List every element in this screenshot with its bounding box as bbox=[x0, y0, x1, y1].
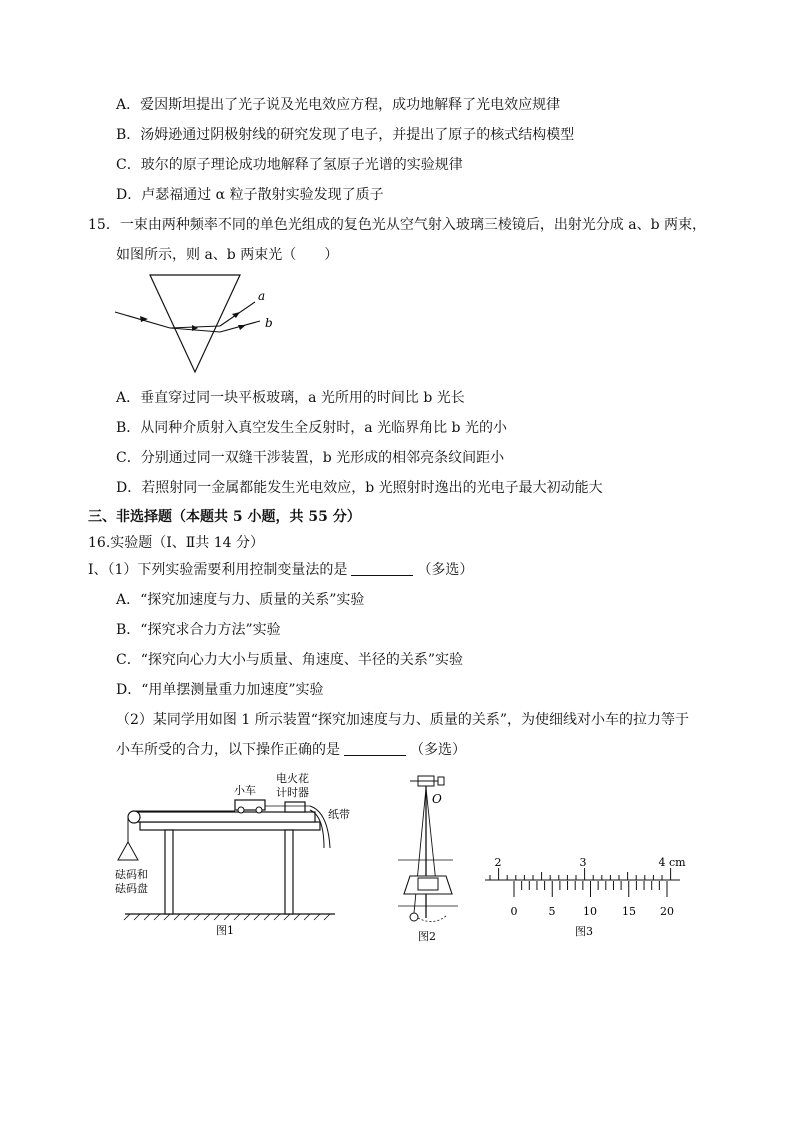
q15-option-a: A．垂直穿过同一块平板玻璃，a 光所用的时间比 b 光长 bbox=[116, 390, 465, 406]
q16-part1-option-b: B．“探究求合力方法”实验 bbox=[116, 622, 281, 638]
vernier-label-10: 10 bbox=[583, 905, 597, 918]
q16-title: 16.实验题（Ⅰ、Ⅱ共 14 分） bbox=[88, 535, 265, 551]
figure-3-caption: 图3 bbox=[575, 925, 593, 938]
q16-part2-suffix: （多选） bbox=[410, 742, 466, 758]
track-board bbox=[135, 812, 315, 822]
q15-option-c: C．分别通过同一双缝干涉装置，b 光形成的相邻亮条纹间距小 bbox=[116, 450, 505, 466]
spark-timer bbox=[285, 802, 305, 812]
ground-hatch bbox=[124, 914, 330, 920]
q16-part2-answer-blank[interactable] bbox=[344, 741, 406, 756]
q16-part2-prefix: 小车所受的合力，以下操作正确的是 bbox=[116, 742, 340, 758]
q16-part1-prefix: Ⅰ、（1）下列实验需要利用控制变量法的是 bbox=[88, 562, 348, 578]
figure-3-vernier bbox=[480, 850, 700, 940]
figure-2-caption: 图2 bbox=[418, 930, 436, 943]
vernier-label-20: 20 bbox=[660, 905, 674, 918]
prism-triangle bbox=[150, 275, 240, 372]
clamp-knob bbox=[438, 777, 444, 785]
weight-pan bbox=[118, 842, 138, 860]
pendulum-bob bbox=[410, 913, 418, 921]
vernier-label-5: 5 bbox=[548, 905, 556, 918]
pulley bbox=[128, 811, 140, 823]
vernier-scale-ticks bbox=[514, 881, 667, 897]
label-tape: 纸带 bbox=[328, 808, 350, 821]
ray-label-a: a bbox=[258, 289, 266, 303]
q16-part1-option-d: D．“用单摆测量重力加速度”实验 bbox=[116, 682, 324, 698]
label-timer-1: 电火花 bbox=[276, 772, 309, 785]
table-leg-left bbox=[165, 830, 173, 914]
label-car: 小车 bbox=[234, 784, 256, 797]
q16-part1-option-c: C．“探究向心力大小与质量、角速度、半径的关系”实验 bbox=[116, 652, 464, 668]
label-timer-2: 计时器 bbox=[276, 786, 309, 799]
main-label-2: 2 bbox=[494, 856, 502, 869]
q15-stem-line2: 如图所示，则 a、b 两束光（ ） bbox=[116, 247, 339, 263]
main-label-4: 4 cm bbox=[658, 856, 686, 869]
prism-figure bbox=[110, 270, 290, 380]
figure-2-pendulum bbox=[388, 768, 468, 948]
main-scale-ticks bbox=[490, 868, 671, 880]
cart-wheel-front bbox=[256, 807, 262, 813]
q16-part1-suffix: （多选） bbox=[417, 562, 474, 578]
q14-option-a: A．爱因斯坦提出了光子说及光电效应方程，成功地解释了光电效应规律 bbox=[116, 97, 561, 113]
vernier-label-0: 0 bbox=[510, 905, 518, 918]
q16-part2-line2 bbox=[116, 740, 466, 760]
section3-heading: 三、非选择题（本题共 5 小题，共 55 分） bbox=[88, 509, 361, 525]
point-o-label: O bbox=[432, 792, 442, 806]
q16-part2-line1: （2）某同学用如图 1 所示装置“探究加速度与力、质量的关系”，为使细线对小车的拉力等于 bbox=[116, 712, 690, 728]
table-top bbox=[140, 822, 320, 830]
q16-part1-option-a: A．“探究加速度与力、质量的关系”实验 bbox=[116, 592, 365, 608]
cart-wheel-rear bbox=[238, 807, 244, 813]
figure-1-caption: 图1 bbox=[216, 924, 234, 937]
swing-arc bbox=[418, 916, 446, 922]
main-label-3: 3 bbox=[579, 856, 587, 869]
q14-option-b: B．汤姆逊通过阴极射线的研究发现了电子，并提出了原子的核式结构模型 bbox=[116, 127, 575, 143]
label-weight-2: 砝码盘 bbox=[115, 882, 148, 895]
table-leg-right bbox=[285, 830, 293, 914]
figure-1-apparatus bbox=[110, 772, 360, 942]
label-weight-1: 砝码和 bbox=[115, 868, 148, 881]
emergent-ray-b-arrow bbox=[238, 325, 246, 330]
q14-option-c: C．玻尔的原子理论成功地解释了氢原子光谱的实验规律 bbox=[116, 157, 463, 173]
q16-part1-stem bbox=[88, 560, 473, 580]
ray-label-b: b bbox=[265, 316, 273, 330]
base-block bbox=[418, 878, 438, 890]
q16-part1-answer-blank[interactable] bbox=[351, 561, 413, 576]
q15-stem-line1: 15．一束由两种频率不同的单色光组成的复色光从空气射入玻璃三棱镜后，出射光分成 a、b 两束， bbox=[88, 217, 707, 233]
q14-option-d: D．卢瑟福通过 α 粒子散射实验发现了质子 bbox=[116, 187, 384, 203]
q15-option-b: B．从同种介质射入真空发生全反射时，a 光临界角比 b 光的小 bbox=[116, 420, 507, 436]
vernier-label-15: 15 bbox=[622, 905, 636, 918]
q15-option-d: D．若照射同一金属都能发生光电效应，b 光照射时逸出的光电子最大初动能大 bbox=[116, 480, 603, 496]
